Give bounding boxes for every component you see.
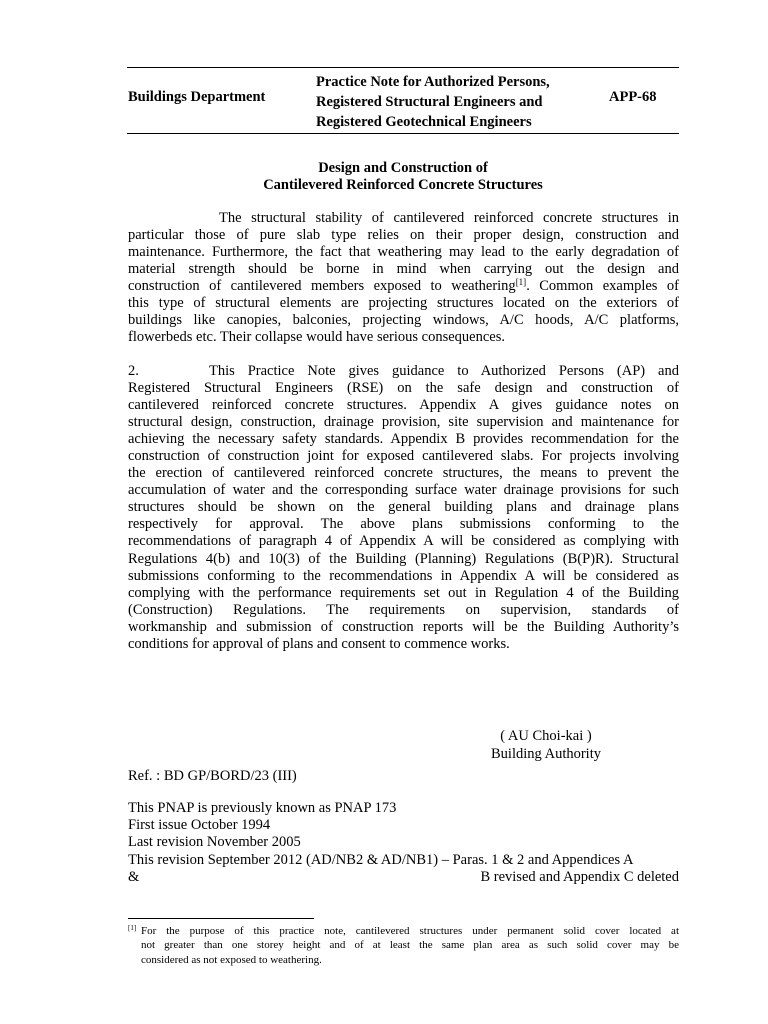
footnote bbox=[128, 924, 679, 967]
revision-history bbox=[128, 800, 679, 886]
paragraph-line: accumulation of water and the corresponding surface water drainage provisions for such bbox=[128, 482, 679, 499]
header-note-line: Registered Structural Engineers and bbox=[316, 94, 543, 110]
history-line: This PNAP is previously known as PNAP 173 bbox=[128, 800, 397, 816]
footnote-line: not greater than one storey height and of at least the same plan area as such solid cover may be bbox=[141, 939, 679, 952]
paragraph-line: complying with the performance requirements set out in Regulation 4 of the Building bbox=[128, 584, 679, 601]
paragraph-number: 2. bbox=[128, 363, 139, 379]
header-practice-note-title bbox=[316, 72, 606, 132]
history-line: First issue October 1994 bbox=[128, 817, 271, 834]
paragraph-line: Registered Structural Engineers (RSE) on the safe design and construction of bbox=[128, 380, 679, 397]
paragraph-line: this type of structural elements are projecting structures located on the exteriors of bbox=[128, 295, 679, 312]
header-document-code: APP-68 bbox=[609, 89, 657, 105]
history-line: & B revised and Appendix C deleted bbox=[128, 868, 679, 885]
paragraph-line: respectively for approval. The above plans submissions conforming to the bbox=[128, 516, 679, 533]
paragraph-line: cantilevered reinforced concrete structures. Appendix A gives guidance notes on bbox=[128, 397, 679, 414]
paragraph-line: maintenance. Furthermore, the fact that weathering may lead to the early degradation of bbox=[128, 244, 679, 261]
paragraph-line: Regulations 4(b) and 10(3) of the Building (Planning) Regulations (B(P)R). Structural bbox=[128, 550, 679, 567]
header-top-rule bbox=[127, 67, 679, 68]
header-note-line: Registered Geotechnical Engineers bbox=[316, 114, 532, 130]
header-note-line: Practice Note for Authorized Persons, bbox=[316, 74, 550, 90]
paragraph-line: particular those of pure slab type relies on their proper design, construction and bbox=[128, 227, 679, 244]
reference-number: Ref. : BD GP/BORD/23 (III) bbox=[128, 768, 297, 784]
signature-block bbox=[480, 727, 612, 763]
footnote-line: [1] For the purpose of this practice note, cantilevered structures under permanent solid cover located at bbox=[128, 924, 679, 937]
paragraph-line: workmanship and submission of construction reports will be the Building Authority’s bbox=[128, 618, 679, 635]
paragraph-1 bbox=[128, 210, 679, 346]
paragraph-line: achieving the necessary safety standards. Appendix B provides recommendation for the bbox=[128, 431, 679, 448]
paragraph-2 bbox=[128, 363, 679, 653]
paragraph-line: structural design, construction, drainage provision, site supervision and maintenance for bbox=[128, 414, 679, 431]
signatory-title: Building Authority bbox=[491, 746, 601, 762]
paragraph-line: (Construction) Regulations. The requirements on supervision, standards of bbox=[128, 601, 679, 618]
paragraph-line: recommendations of paragraph 4 of Appendix A will be considered as complying with bbox=[128, 533, 679, 550]
header-department: Buildings Department bbox=[128, 89, 266, 105]
paragraph-line: material strength should be borne in mind when carrying out the design and bbox=[128, 261, 679, 278]
paragraph-line: conditions for approval of plans and consent to commence works. bbox=[128, 635, 510, 652]
paragraph-line: 2. This Practice Note gives guidance to Authorized Persons (AP) and bbox=[128, 363, 679, 379]
footnote-reference: [1] bbox=[515, 277, 527, 288]
paragraph-line: submissions conforming to the recommendations in Appendix A will be considered as bbox=[128, 567, 679, 584]
history-line: This revision September 2012 (AD/NB2 & AD/NB1) – Paras. 1 & 2 and Appendices A bbox=[128, 851, 634, 868]
signatory-name: ( AU Choi-kai ) bbox=[500, 728, 592, 744]
paragraph-line: construction of cantilevered members exposed to weathering[1]. Common examples of bbox=[128, 277, 679, 295]
paragraph-line: buildings like canopies, balconies, projecting windows, A/C hoods, A/C platforms, bbox=[128, 312, 679, 329]
footnote-line: considered as not exposed to weathering. bbox=[141, 953, 322, 966]
paragraph-line: flowerbeds etc. Their collapse would have serious consequences. bbox=[128, 329, 506, 346]
title-line-2: Cantilevered Reinforced Concrete Structures bbox=[263, 177, 543, 193]
paragraph-line: The structural stability of cantilevered reinforced concrete structures in bbox=[219, 210, 679, 226]
history-line: Last revision November 2005 bbox=[128, 834, 301, 851]
document-title bbox=[127, 160, 679, 194]
paragraph-line: construction of construction joint for exposed cantilevered slabs. For projects involving bbox=[128, 448, 679, 465]
footnote-separator bbox=[128, 918, 314, 919]
title-line-1: Design and Construction of bbox=[318, 160, 488, 176]
paragraph-line: the erection of cantilevered reinforced concrete structures, the means to prevent the bbox=[128, 465, 679, 482]
header-bottom-rule bbox=[127, 133, 679, 134]
paragraph-line: structures should be shown on the general building plans and drainage plans bbox=[128, 499, 679, 516]
